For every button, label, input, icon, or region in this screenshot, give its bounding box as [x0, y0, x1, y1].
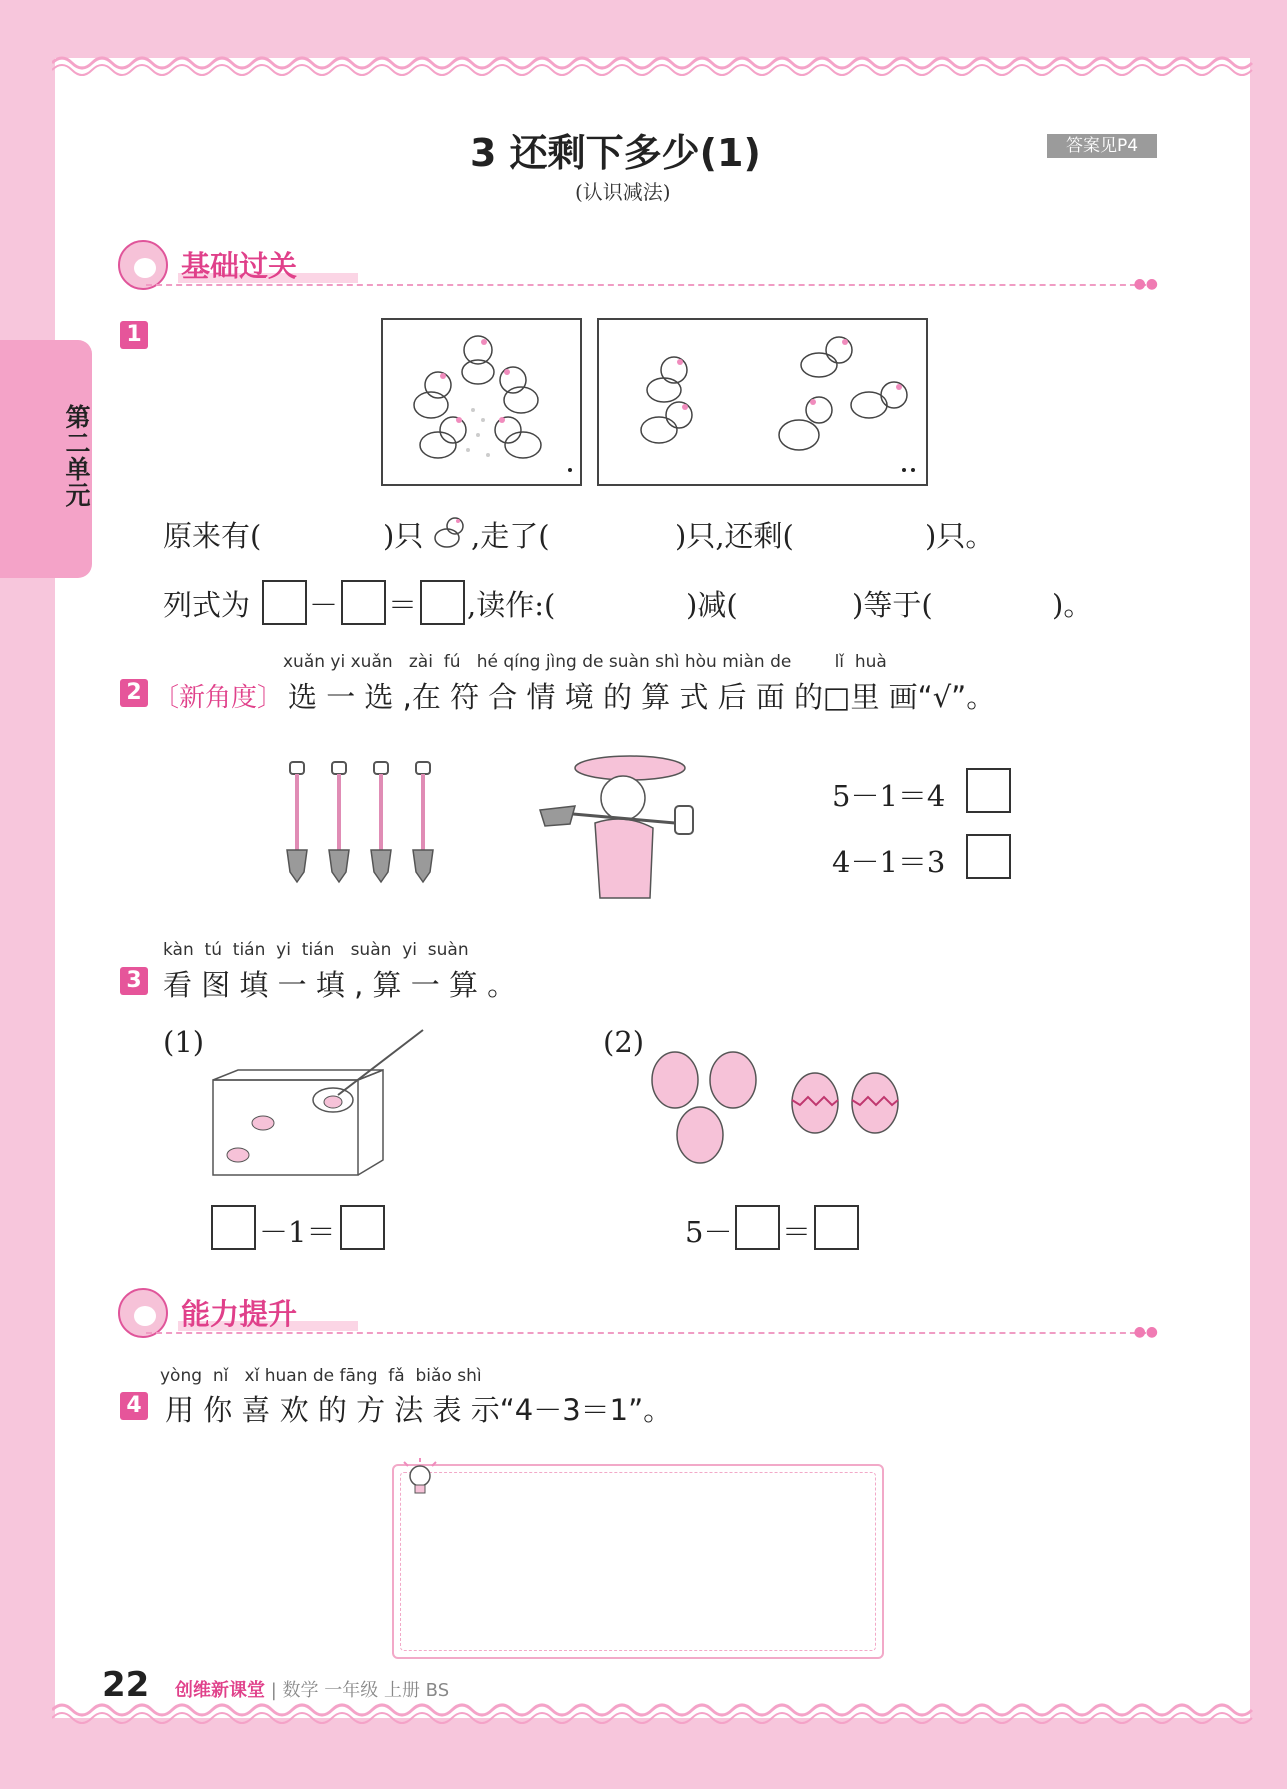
q3-part1-label: (1): [163, 1025, 205, 1059]
q2-instruction: 选 一 选 ,在 符 合 情 境 的 算 式 后 面 的□里 画“√”。: [288, 680, 996, 714]
lightbulb-icon: [400, 1458, 442, 1500]
section-title: 能力提升: [181, 1297, 298, 1331]
answer-reference-badge: 答案见P4: [1047, 134, 1157, 158]
chicks-illustration: [383, 320, 580, 484]
drawing-answer-area[interactable]: [392, 1464, 884, 1659]
q1-text-original: 原来有(: [163, 519, 262, 553]
question-number: 2: [120, 679, 148, 707]
wavy-border-top: [52, 48, 1257, 78]
q4-pinyin: yòng nǐ xǐ huan de fāng fǎ biǎo shì: [160, 1366, 482, 1386]
question-number: 3: [120, 967, 148, 995]
q1-read-minus: )减(: [686, 588, 738, 622]
new-angle-tag: 〔新角度〕: [153, 683, 284, 713]
section-header-advanced: [118, 1288, 1158, 1338]
q2-option-1: 5－1＝4: [832, 779, 946, 813]
q1-read-end: )。: [1052, 588, 1093, 622]
dots-icon: ●●: [1133, 1324, 1158, 1340]
equal-sign: ＝: [388, 588, 418, 622]
q4-instruction: 用 你 喜 欢 的 方 法 表 示“4－3＝1”。: [165, 1393, 673, 1427]
footer-subject: 数学 一年级 上册 BS: [282, 1680, 450, 1701]
page-number: 22: [102, 1665, 150, 1705]
answer-box[interactable]: [262, 580, 307, 625]
unit-tab-label: 第二单元: [62, 404, 91, 508]
footer-info: 创维新课堂 | 数学 一年级 上册 BS: [175, 1680, 450, 1701]
q3-instruction: 看 图 填 一 填 , 算 一 算 。: [163, 968, 517, 1002]
q1-text-end: )只。: [925, 519, 995, 553]
chick-icon: [431, 514, 471, 550]
dots-icon: ●●: [1133, 276, 1158, 292]
q3-part2-eq: ＝: [782, 1215, 812, 1249]
q1-formula-label: 列式为: [163, 588, 251, 622]
section-header-basics: [118, 240, 1158, 290]
q3-pinyin: kàn tú tián yi tián suàn yi suàn: [163, 940, 469, 960]
q3-part2-label: (2): [603, 1025, 645, 1059]
q3-part1-equation: －1＝: [259, 1215, 336, 1249]
question-number: 4: [120, 1392, 148, 1420]
minus-sign: －: [309, 588, 339, 622]
question-number: 1: [120, 321, 148, 349]
section-title: 基础过关: [181, 249, 298, 283]
four-shovels-illustration: [282, 760, 442, 885]
answer-box[interactable]: [341, 580, 386, 625]
eggs-illustration: [645, 1045, 905, 1170]
q1-text-remain: )只,还剩(: [675, 519, 794, 553]
check-box[interactable]: [966, 768, 1011, 813]
q3-part2-start: 5－: [685, 1215, 733, 1249]
unit-side-tab: [0, 340, 92, 578]
answer-box[interactable]: [735, 1205, 780, 1250]
chick-picture-after: [597, 318, 928, 486]
q1-read-label: ,读作:(: [467, 588, 556, 622]
mascot-icon: [118, 240, 168, 290]
q1-read-equals: )等于(: [852, 588, 933, 622]
answer-box[interactable]: [211, 1205, 256, 1250]
lesson-title: 3 还剩下多少(1): [470, 131, 761, 175]
lesson-subtitle: (认识减法): [575, 180, 671, 204]
q2-pinyin: xuǎn yi xuǎn zài fú hé qíng jìng de suàn shì hòu miàn de lǐ huà: [283, 652, 887, 672]
answer-box[interactable]: [420, 580, 465, 625]
wavy-border-bottom: [52, 1700, 1257, 1730]
chicks-illustration: [599, 320, 926, 484]
footer-brand: 创维新课堂: [175, 1680, 265, 1701]
q2-option-2: 4－1＝3: [832, 845, 946, 879]
check-box[interactable]: [966, 834, 1011, 879]
chick-picture-before: [381, 318, 582, 486]
boy-with-shovel-illustration: [535, 748, 720, 913]
mascot-icon: [118, 1288, 168, 1338]
q1-text-unit: )只: [383, 519, 424, 553]
answer-box[interactable]: [340, 1205, 385, 1250]
q1-text-left: ,走了(: [471, 519, 550, 553]
answer-box[interactable]: [814, 1205, 859, 1250]
fish-tank-illustration: [208, 1015, 440, 1180]
